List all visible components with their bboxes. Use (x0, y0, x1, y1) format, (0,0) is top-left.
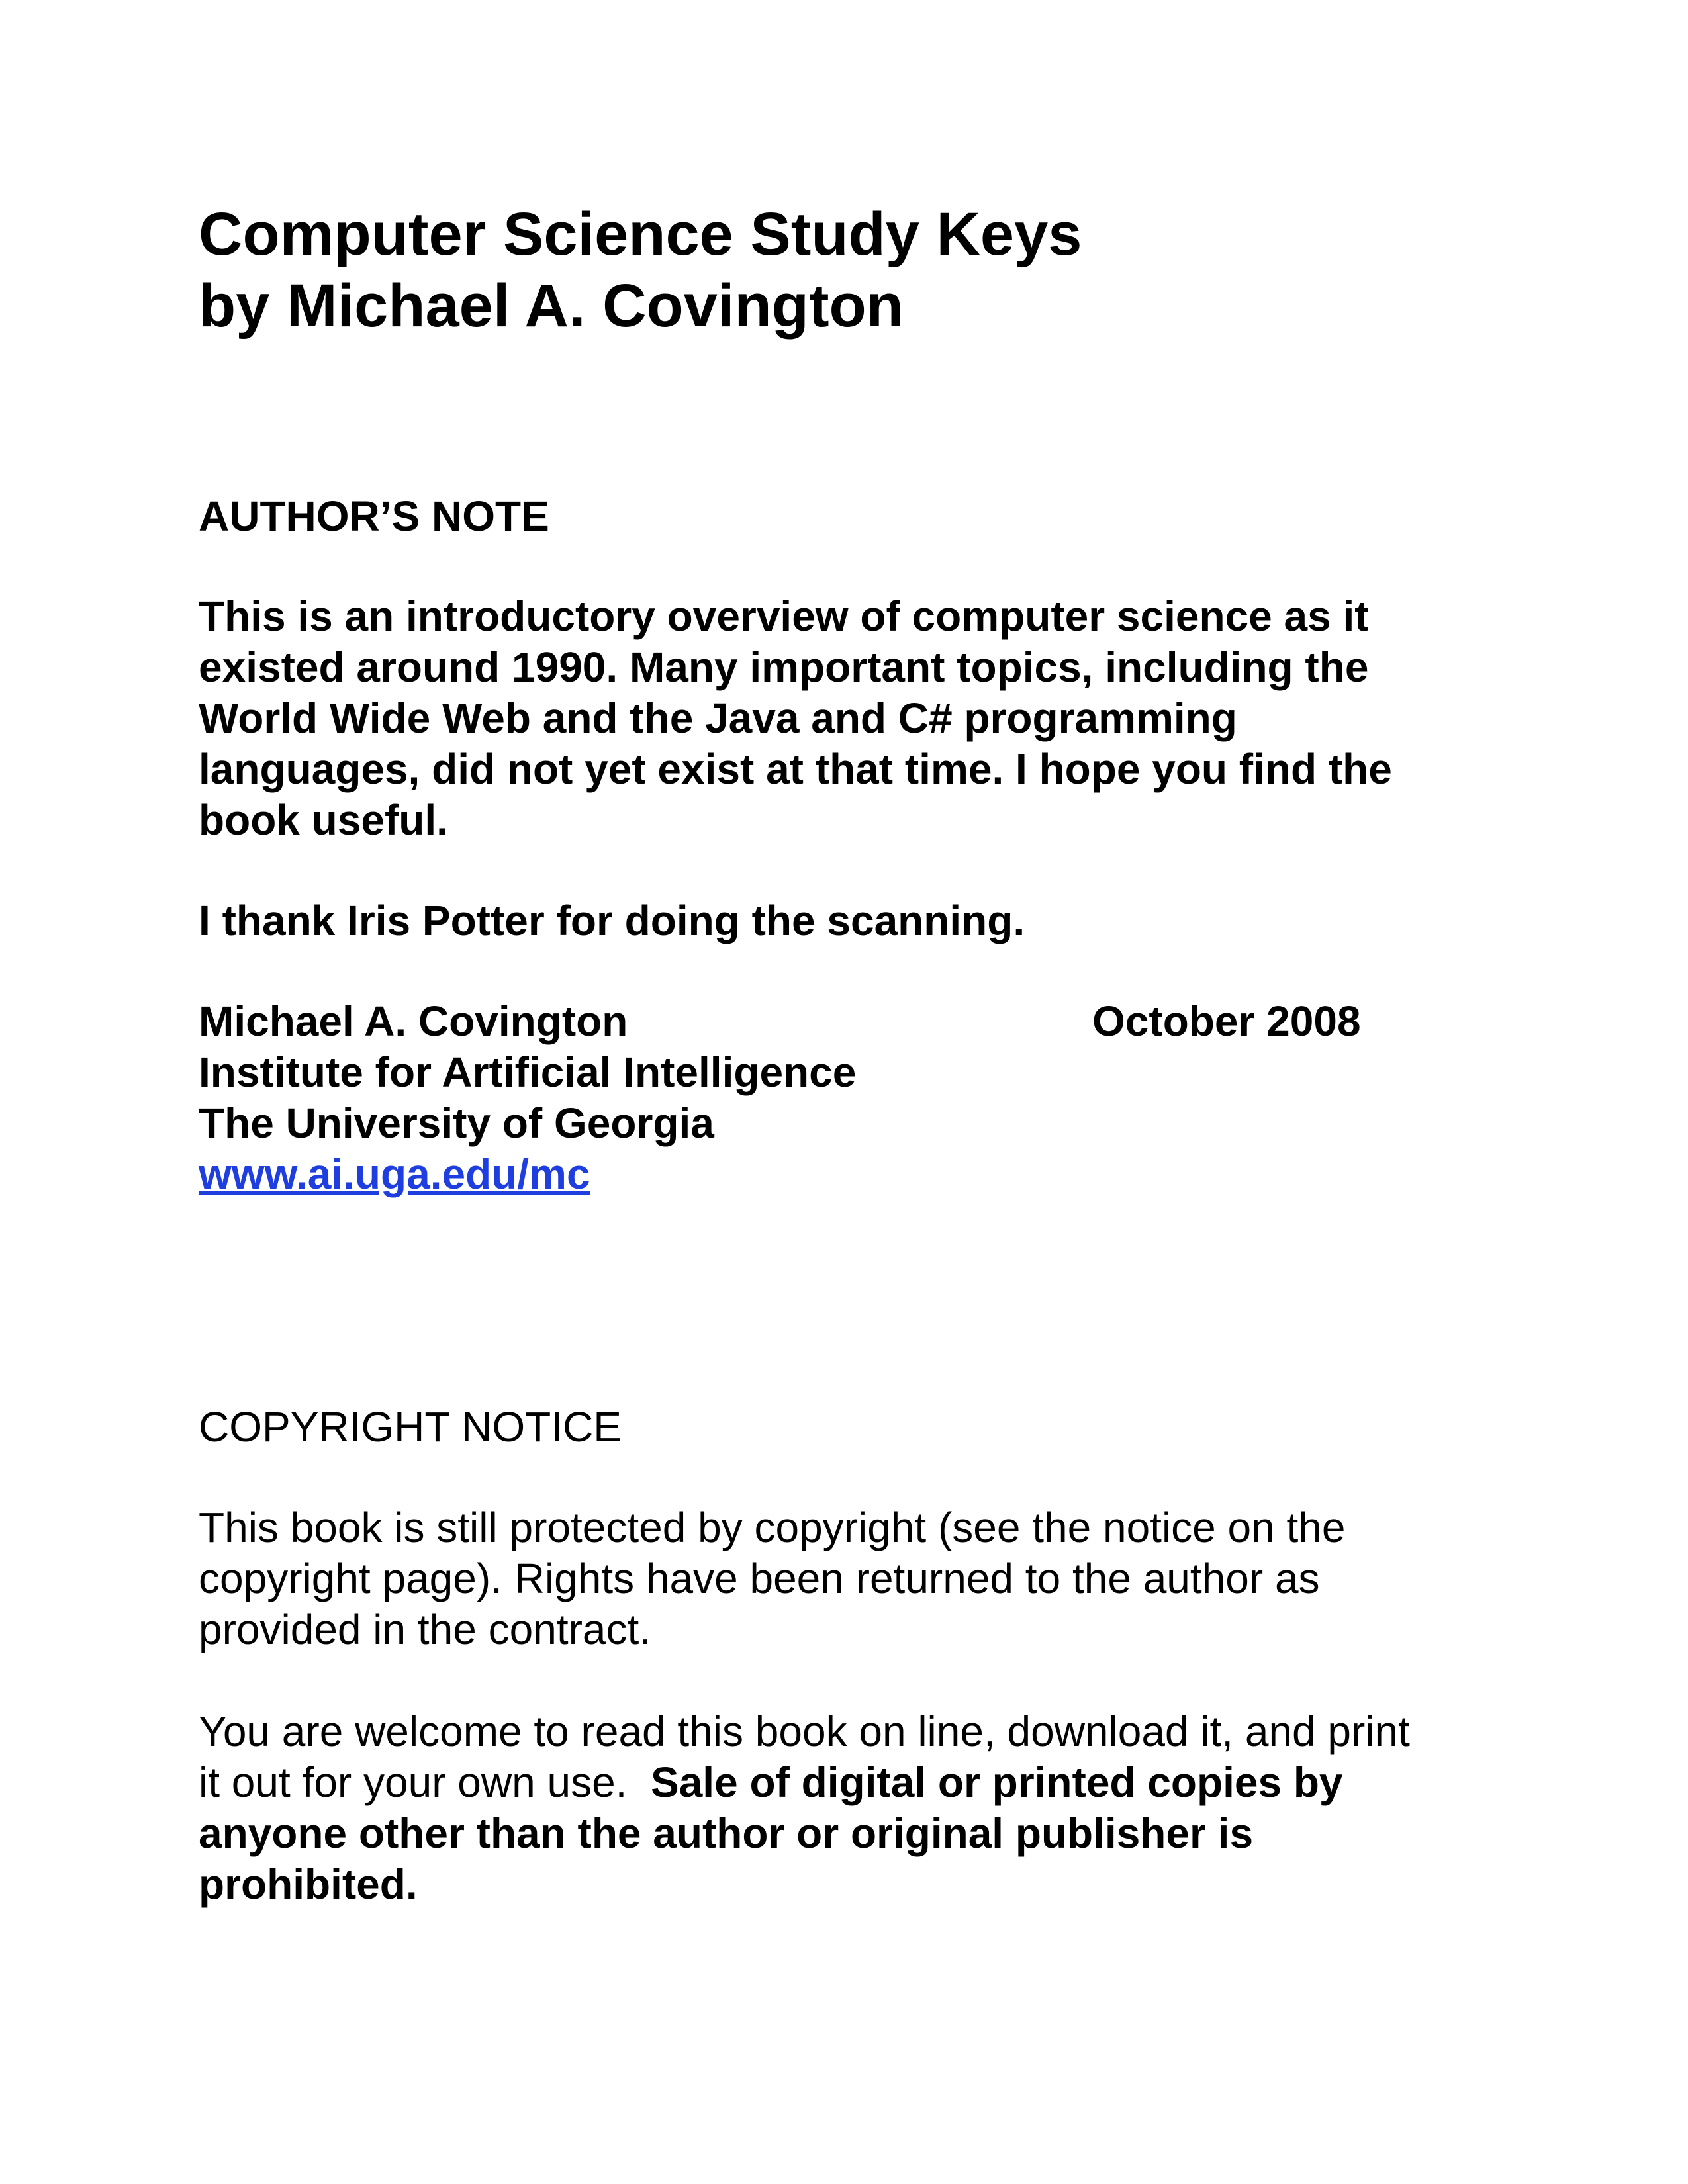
title-line-2: by Michael A. Covington (199, 272, 904, 340)
authors-note-line: languages, did not yet exist at that time. I hope you find the (199, 745, 1392, 793)
thanks-line: I thank Iris Potter for doing the scanning. (199, 897, 1025, 944)
copyright-bold-line: anyone other than the author or original publisher is (199, 1809, 1254, 1857)
copyright-heading: COPYRIGHT NOTICE (199, 1403, 622, 1451)
copyright-line: provided in the contract. (199, 1606, 651, 1653)
copyright-plain-text: it out for your own use. (199, 1758, 651, 1806)
document-title (199, 199, 1496, 341)
copyright-line-mixed (199, 1757, 1496, 1808)
signature-block (199, 996, 1496, 1200)
authors-note-paragraph (199, 591, 1496, 846)
author-name: Michael A. Covington (199, 997, 628, 1045)
authors-note-line: This is an introductory overview of computer science as it (199, 592, 1369, 640)
copyright-line: This book is still protected by copyright (see the notice on the (199, 1504, 1346, 1551)
copyright-bold-line: prohibited. (199, 1860, 418, 1908)
institute-name: Institute for Artificial Intelligence (199, 1048, 857, 1096)
copyright-bold-text: Sale of digital or printed copies by (651, 1758, 1343, 1806)
university-name: The University of Georgia (199, 1099, 714, 1147)
title-line-1: Computer Science Study Keys (199, 201, 1082, 268)
copyright-line: copyright page). Rights have been returned to the author as (199, 1555, 1320, 1602)
copyright-line: You are welcome to read this book on line, download it, and print (199, 1707, 1410, 1755)
copyright-paragraph-2 (199, 1706, 1496, 1910)
author-website-link[interactable]: www.ai.uga.edu/mc (199, 1150, 590, 1198)
authors-note-heading: AUTHOR’S NOTE (199, 492, 549, 540)
authors-note-line: World Wide Web and the Java and C# programming (199, 694, 1237, 742)
copyright-paragraph-1 (199, 1502, 1496, 1655)
authors-note-line: book useful. (199, 796, 448, 844)
note-date: October 2008 (1092, 997, 1361, 1045)
authors-note-line: existed around 1990. Many important topics, including the (199, 643, 1369, 691)
